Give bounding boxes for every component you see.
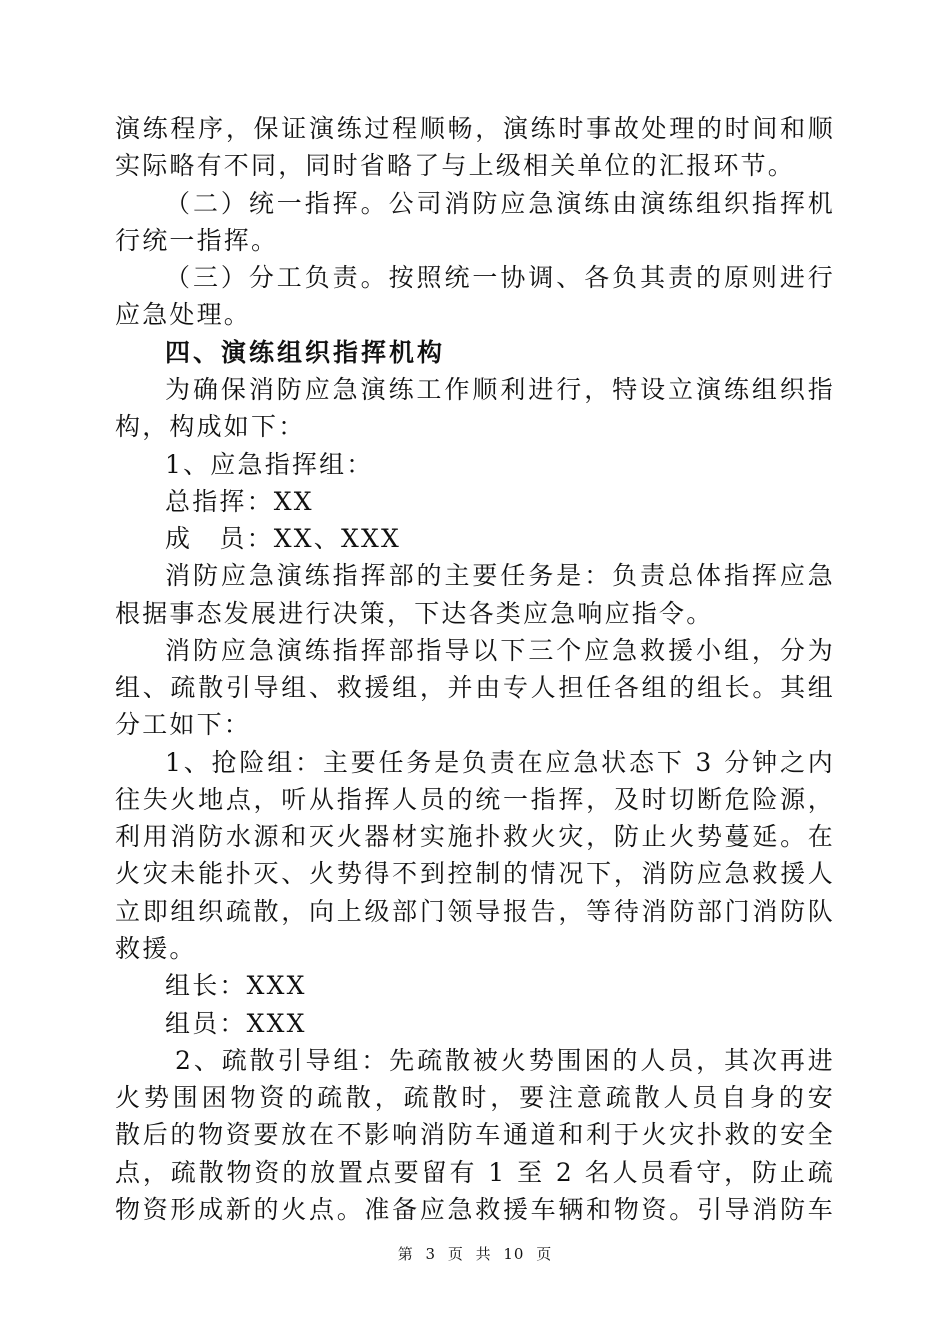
- paragraph-line: （二）统一指挥。公司消防应急演练由演练组织指挥机: [165, 189, 835, 218]
- paragraph-line: 组员：XXX: [165, 1009, 307, 1038]
- paragraph-line: 构，构成如下：: [115, 412, 306, 441]
- paragraph-line: 为确保消防应急演练工作顺利进行，特设立演练组织指: [165, 375, 835, 404]
- paragraph-line: （三）分工负责。按照统一协调、各负其责的原则进行: [165, 263, 835, 292]
- paragraph-line: 消防应急演练指挥部的主要任务是：负责总体指挥应急: [165, 561, 835, 590]
- paragraph-line: 往失火地点，听从指挥人员的统一指挥，及时切断危险源，: [115, 785, 835, 814]
- paragraph-line: 组、疏散引导组、救援组，并由专人担任各组的组长。其组: [115, 673, 835, 702]
- paragraph-line: 组长：XXX: [165, 971, 307, 1000]
- paragraph-line: 散后的物资要放在不影响消防车通道和利于火灾扑救的安全: [115, 1120, 835, 1149]
- section-heading: 四、演练组织指挥机构: [165, 338, 446, 367]
- paragraph-line: 行统一指挥。: [115, 226, 279, 255]
- page-number-footer: 第 3 页 共 10 页: [397, 1245, 553, 1263]
- paragraph-line: 成 员：XX、XXX: [165, 524, 401, 553]
- paragraph-line: 2、疏散引导组：先疏散被火势围困的人员，其次再进: [175, 1046, 835, 1075]
- paragraph-line: 立即组织疏散，向上级部门领导报告，等待消防部门消防队: [115, 897, 835, 926]
- paragraph-line: 火灾未能扑灭、火势得不到控制的情况下，消防应急救援人: [115, 859, 835, 888]
- paragraph-line: 消防应急演练指挥部指导以下三个应急救援小组，分为: [165, 636, 835, 665]
- paragraph-line: 救援。: [115, 934, 197, 963]
- subsection-heading: 1、应急指挥组：: [165, 450, 374, 479]
- paragraph-line: 演练程序，保证演练过程顺畅，演练时事故处理的时间和顺: [115, 114, 835, 143]
- paragraph-line: 总指挥：XX: [165, 487, 314, 516]
- paragraph-line: 根据事态发展进行决策，下达各类应急响应指令。: [115, 599, 714, 628]
- paragraph-line: 点，疏散物资的放置点要留有 1 至 2 名人员看守，防止疏: [115, 1158, 835, 1187]
- paragraph-line: 应急处理。: [115, 300, 252, 329]
- paragraph-line: 1、抢险组：主要任务是负责在应急状态下 3 分钟之内: [165, 748, 835, 777]
- paragraph-line: 物资形成新的火点。准备应急救援车辆和物资。引导消防车: [115, 1195, 835, 1224]
- paragraph-line: 分工如下：: [115, 710, 252, 739]
- paragraph-line: 利用消防水源和灭火器材实施扑救火灾，防止火势蔓延。在: [115, 822, 835, 851]
- paragraph-line: 实际略有不同，同时省略了与上级相关单位的汇报环节。: [115, 151, 796, 180]
- paragraph-line: 火势围困物资的疏散，疏散时，要注意疏散人员自身的安: [115, 1083, 835, 1112]
